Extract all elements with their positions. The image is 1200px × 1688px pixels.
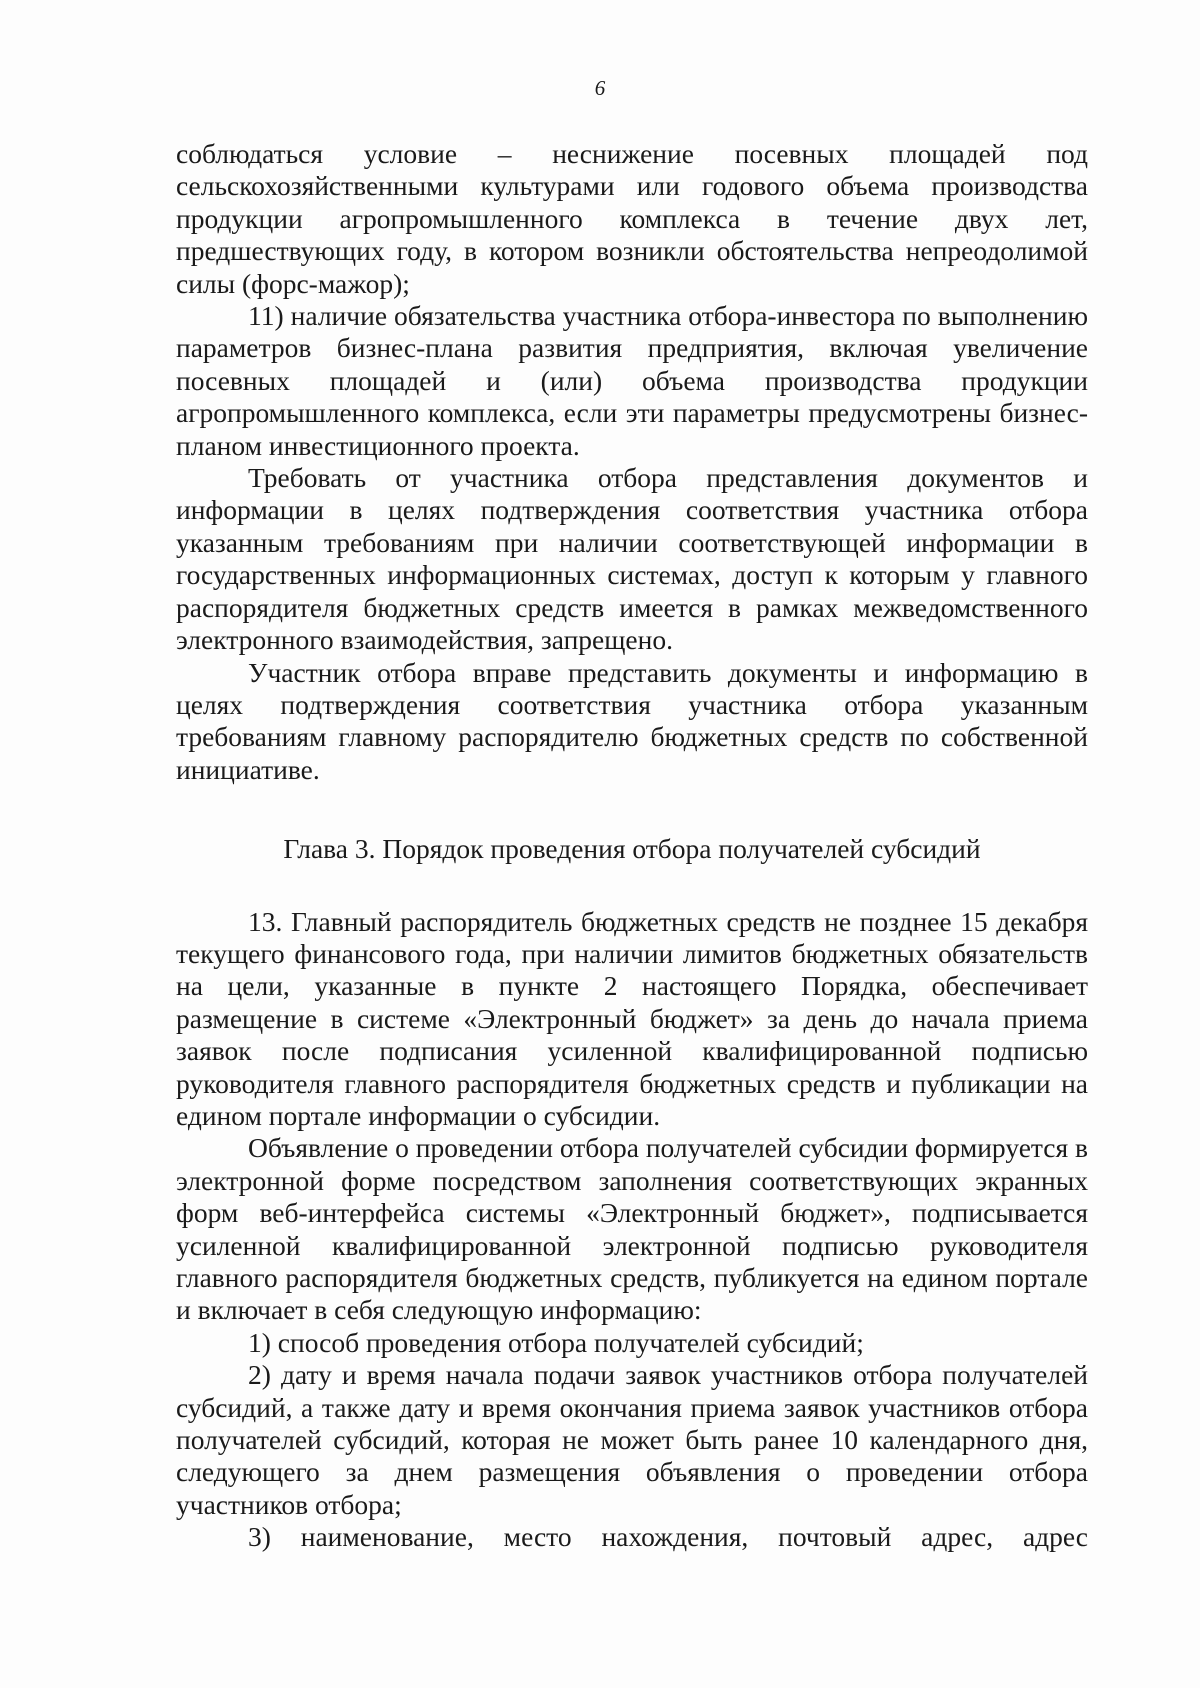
spacer [176, 866, 1088, 906]
chapter-title: Глава 3. Порядок проведения отбора получателей субсидий [283, 833, 981, 865]
paragraph-item-11: 11) наличие обязательства участника отбора-инвестора по выполнению параметров бизнес-плана развития предприятия, включая увеличение посевных площадей и (или) объема производства продукции агропромышленного комплекса, если эти параметры предусмотрены бизнес-планом инвестиционного проекта. [176, 300, 1088, 461]
paragraph-condition-continuation: соблюдаться условие – неснижение посевных площадей под сельскохозяйственными культурами или годового объема производства продукции агропромышленного комплекса в течение двух лет, предшествующих году, в котором возникли обстоятельства непреодолимой силы (форс-мажор); [176, 138, 1088, 299]
document-body [176, 138, 1088, 1554]
list-item-1: 1) способ проведения отбора получателей субсидий; [248, 1326, 864, 1358]
paragraph-announcement: Объявление о проведении отбора получателей субсидии формируется в электронной форме посредством заполнения соответствующих экранных форм веб-интерфейса системы «Электронный бюджет», подписывается усиленной квалифицированной электронной подписью руководителя главного распорядителя бюджетных средств, публикуется на едином портале и включает в себя следующую информацию: [176, 1132, 1088, 1326]
paragraph-item-13: 13. Главный распорядитель бюджетных средств не позднее 15 декабря текущего финансового года, при наличии лимитов бюджетных обязательств на цели, указанные в пункте 2 настоящего Порядка, обеспечивает размещение в системе «Электронный бюджет» за день до начала приема заявок после подписания усиленной квалифицированной подписью руководителя главного распорядителя бюджетных средств и публикации на едином портале информации о субсидии. [176, 905, 1088, 1131]
list-item-2: 2) дату и время начала подачи заявок участников отбора получателей субсидий, а также дату и время окончания приема заявок участников отбора получателей субсидий, которая не может быть ранее 10 календарного дня, следующего за днем размещения объявления о проведении отбора участников отбора; [176, 1359, 1088, 1520]
paragraph-documents-prohibition: Требовать от участника отбора представления документов и информации в целях подтверждения соответствия участника отбора указанным требованиям при наличии соответствующей информации в государственных информационных системах, доступ к которым у главного распорядителя бюджетных средств имеется в рамках межведомственного электронного взаимодействия, запрещено. [176, 462, 1088, 656]
paragraph-own-initiative: Участник отбора вправе представить документы и информацию в целях подтверждения соответствия участника отбора указанным требованиям главному распорядителю бюджетных средств по собственной инициативе. [176, 656, 1088, 785]
list-item-3: 3) наименование, место нахождения, почтовый адрес, адрес [248, 1521, 1088, 1553]
page-number: 6 [594, 76, 606, 100]
spacer [176, 786, 1088, 833]
